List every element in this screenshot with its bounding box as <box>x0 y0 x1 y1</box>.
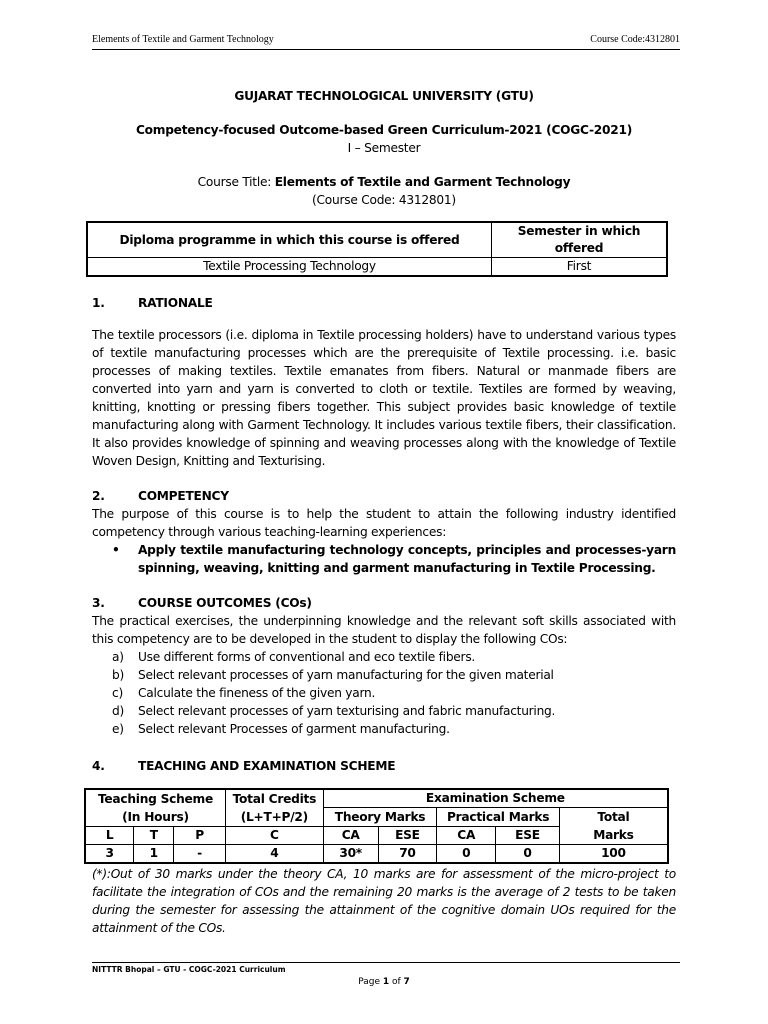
outcome-text: Select relevant processes of yarn texturising and fabric manufacturing. <box>138 704 556 718</box>
list-marker: a) <box>112 650 124 664</box>
section-heading-rationale <box>92 294 676 312</box>
value-practical-ese: 0 <box>496 845 560 864</box>
outcome-text: Select relevant Processes of garment manufacturing. <box>138 722 450 736</box>
page-number: Page 1 of 7 <box>358 977 410 987</box>
outcome-text: Use different forms of conventional and eco textile fibers. <box>138 650 476 664</box>
semester-header: Semester in which offered <box>492 222 668 258</box>
footer-divider <box>92 962 680 963</box>
header-course-name: Elements of Textile and Garment Technology <box>92 34 274 45</box>
examination-scheme-header: Examination Scheme <box>323 789 668 808</box>
running-header <box>92 33 680 50</box>
table-row <box>85 789 668 808</box>
course-title: Elements of Textile and Garment Technology <box>274 175 571 189</box>
scheme-footnote: (*):Out of 30 marks under the theory CA, 10 marks are for assessment of the micro-project to facilitate the integration of COs and the remaining 20 marks is the average of 2 tests to be taken during the semester for assessing the attainment of the cognitive domain UOs required for the attainment of the COs. <box>92 867 676 935</box>
outcomes-list <box>92 648 676 738</box>
header-course-code: Course Code:4312801 <box>590 34 680 45</box>
subheader-theory-ca: CA <box>323 827 378 845</box>
section-number: 3. <box>92 596 105 610</box>
subheader-p: P <box>174 827 226 845</box>
university-title: GUJARAT TECHNOLOGICAL UNIVERSITY (GTU) <box>234 89 534 103</box>
programme-table <box>86 221 668 277</box>
table-row <box>87 258 667 277</box>
rationale-text: The textile processors (i.e. diploma in Textile processing holders) have to understand various types of textile manufacturing processes which are the prerequisite of Textile processing. i.e. basic processes of making textiles. Textile emanates from fibers. Natural or manmade fibers are converted into yarn and yarn is converted to cloth or textile. Textiles are formed by weaving, knitting, knotting or pressing fibers together. This subject provides basic knowledge of textile manufacturing along with Garment Technology. It includes various textile fibers, their classification. It also provides knowledge of spinning and weaving processes along with the knowledge of Textile Woven Design, Knitting and Texturising. <box>92 328 676 468</box>
section-number: 2. <box>92 489 105 503</box>
section-title: RATIONALE <box>138 296 213 310</box>
course-title-label: Course Title: <box>197 175 275 189</box>
teaching-scheme-header: Teaching Scheme (In Hours) <box>85 789 225 827</box>
value-theory-ca: 30* <box>323 845 378 864</box>
value-l: 3 <box>85 845 134 864</box>
competency-intro: The purpose of this course is to help the student to attain the following industry identified competency through various teaching-learning experiences: <box>92 507 676 539</box>
table-row <box>85 845 668 864</box>
value-c: 4 <box>225 845 323 864</box>
section-number: 4. <box>92 759 105 773</box>
document-body <box>92 82 676 937</box>
theory-marks-header: Theory Marks <box>323 808 437 827</box>
table-row <box>87 222 667 258</box>
subheader-c: C <box>225 827 323 845</box>
footer-institution: NITTTR Bhopal – GTU - COGC-2021 Curriculum <box>92 965 286 974</box>
bullet-icon: • <box>112 543 120 557</box>
value-theory-ese: 70 <box>378 845 437 864</box>
competency-bullet <box>112 541 676 577</box>
programme-value: Textile Processing Technology <box>87 258 492 277</box>
section-title: TEACHING AND EXAMINATION SCHEME <box>138 759 396 773</box>
course-title-line <box>92 173 676 191</box>
list-item <box>112 702 676 720</box>
section-title: COMPETENCY <box>138 489 229 503</box>
list-marker: d) <box>112 704 124 718</box>
list-marker: b) <box>112 668 124 682</box>
curriculum-title: Competency-focused Outcome-based Green Curriculum-2021 (COGC-2021) <box>135 123 633 137</box>
subheader-practical-ca: CA <box>437 827 496 845</box>
list-item <box>112 684 676 702</box>
section-number: 1. <box>92 296 105 310</box>
course-code: (Course Code: 4312801) <box>312 193 456 207</box>
practical-marks-header: Practical Marks <box>437 808 560 827</box>
section-heading-outcomes <box>92 594 676 612</box>
section-heading-scheme <box>92 757 676 775</box>
list-item <box>112 648 676 666</box>
scheme-table <box>84 788 669 864</box>
value-practical-ca: 0 <box>437 845 496 864</box>
outcomes-intro: The practical exercises, the underpinning knowledge and the relevant soft skills associated with this competency are to be developed in the student to display the following COs: <box>92 614 676 646</box>
subheader-theory-ese: ESE <box>378 827 437 845</box>
total-marks-header: Total Marks <box>559 808 668 845</box>
subheader-t: T <box>134 827 174 845</box>
section-heading-competency <box>92 487 676 505</box>
competency-statement: Apply textile manufacturing technology concepts, principles and processes-yarn spinning, weaving, knitting and garment manufacturing in Textile Processing. <box>138 543 676 575</box>
value-t: 1 <box>134 845 174 864</box>
list-marker: e) <box>112 722 124 736</box>
programme-header: Diploma programme in which this course is offered <box>87 222 492 258</box>
value-p: - <box>174 845 226 864</box>
semester-label: I – Semester <box>347 141 421 155</box>
list-marker: c) <box>112 686 123 700</box>
outcome-text: Select relevant processes of yarn manufacturing for the given material <box>138 668 554 682</box>
subheader-l: L <box>85 827 134 845</box>
list-item <box>112 720 676 738</box>
outcome-text: Calculate the fineness of the given yarn. <box>138 686 376 700</box>
semester-value: First <box>492 258 668 277</box>
list-item <box>112 666 676 684</box>
section-title: COURSE OUTCOMES (COs) <box>138 596 312 610</box>
value-total: 100 <box>559 845 668 864</box>
total-credits-header: Total Credits (L+T+P/2) <box>225 789 323 827</box>
subheader-practical-ese: ESE <box>496 827 560 845</box>
